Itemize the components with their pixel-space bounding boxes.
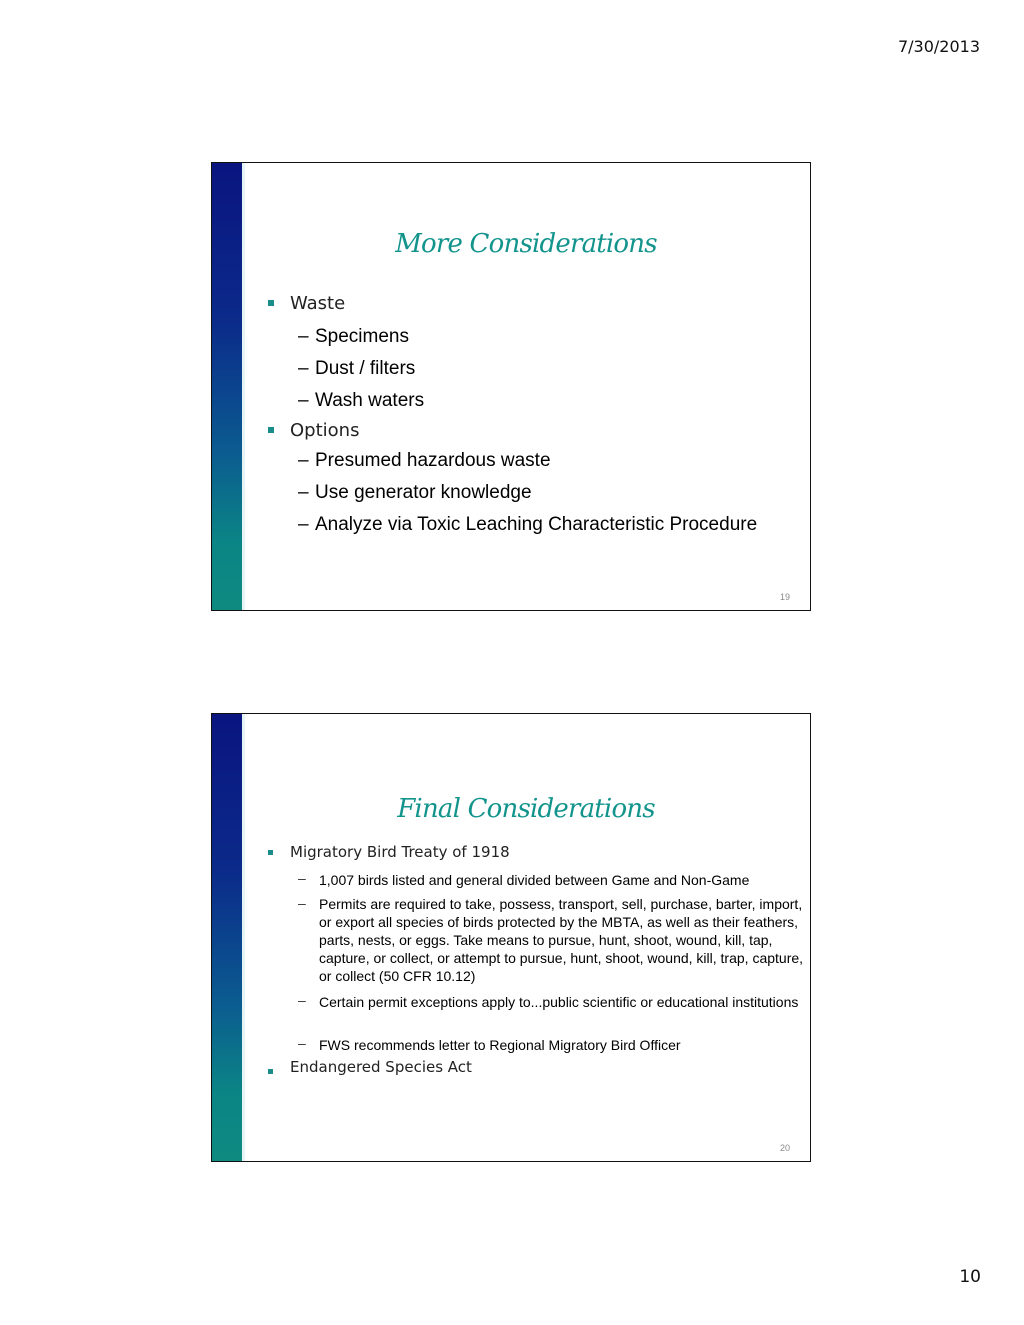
sub-text: Wash waters <box>315 390 425 411</box>
square-bullet-icon <box>268 1069 273 1074</box>
dash-icon: – <box>298 482 309 503</box>
dash-icon: – <box>298 514 309 535</box>
sub-text: FWS recommends letter to Regional Migratory Bird Officer <box>319 1037 681 1053</box>
bullet-text: Waste <box>290 293 346 314</box>
sub-text: Specimens <box>315 326 409 347</box>
dash-icon: – <box>298 870 306 886</box>
slide-19 <box>211 162 811 611</box>
bullet-text: Endangered Species Act <box>290 1058 472 1076</box>
dash-icon: – <box>298 895 306 911</box>
sub-text: Presumed hazardous waste <box>315 450 551 471</box>
slide-20 <box>211 713 811 1162</box>
dash-icon: – <box>298 390 309 411</box>
dash-icon: – <box>298 450 309 471</box>
slide-number: 19 <box>779 592 790 602</box>
slide-title: More Considerations <box>395 229 657 259</box>
slide-side-bar <box>212 163 242 610</box>
square-bullet-icon <box>268 300 274 306</box>
bullet-text: Migratory Bird Treaty of 1918 <box>290 843 510 861</box>
square-bullet-icon <box>268 427 274 433</box>
page-date: 7/30/2013 <box>897 37 980 56</box>
page-number: 10 <box>959 1267 981 1287</box>
sub-text: Analyze via Toxic Leaching Characteristic Procedure <box>315 514 758 535</box>
sub-text: 1,007 birds listed and general divided between Game and Non-Game <box>319 872 750 888</box>
slide-side-bar <box>212 714 242 1161</box>
dash-icon: – <box>298 1035 306 1051</box>
sub-text: Use generator knowledge <box>315 482 532 503</box>
slide-title: Final Considerations <box>397 794 655 824</box>
sub-text: Dust / filters <box>315 358 416 379</box>
sub-text: Certain permit exceptions apply to...public scientific or educational institutions <box>319 994 799 1010</box>
sub-text: Permits are required to take, possess, transport, sell, purchase, barter, import, or export all species of birds protected by the MBTA, as well as their feathers, parts, nests, or eggs. Take means to pursue, hunt, shoot, wound, kill, tap, capture, or collect, or attempt to pursue, hunt, shoot, wound, kill, trap, capture, or collect (50 CFR 10.12) <box>319 896 804 984</box>
dash-icon: – <box>298 358 309 379</box>
dash-icon: – <box>298 992 306 1008</box>
slide-number: 20 <box>779 1143 790 1153</box>
square-bullet-icon <box>268 850 273 855</box>
bullet-text: Options <box>290 420 360 441</box>
dash-icon: – <box>298 326 309 347</box>
